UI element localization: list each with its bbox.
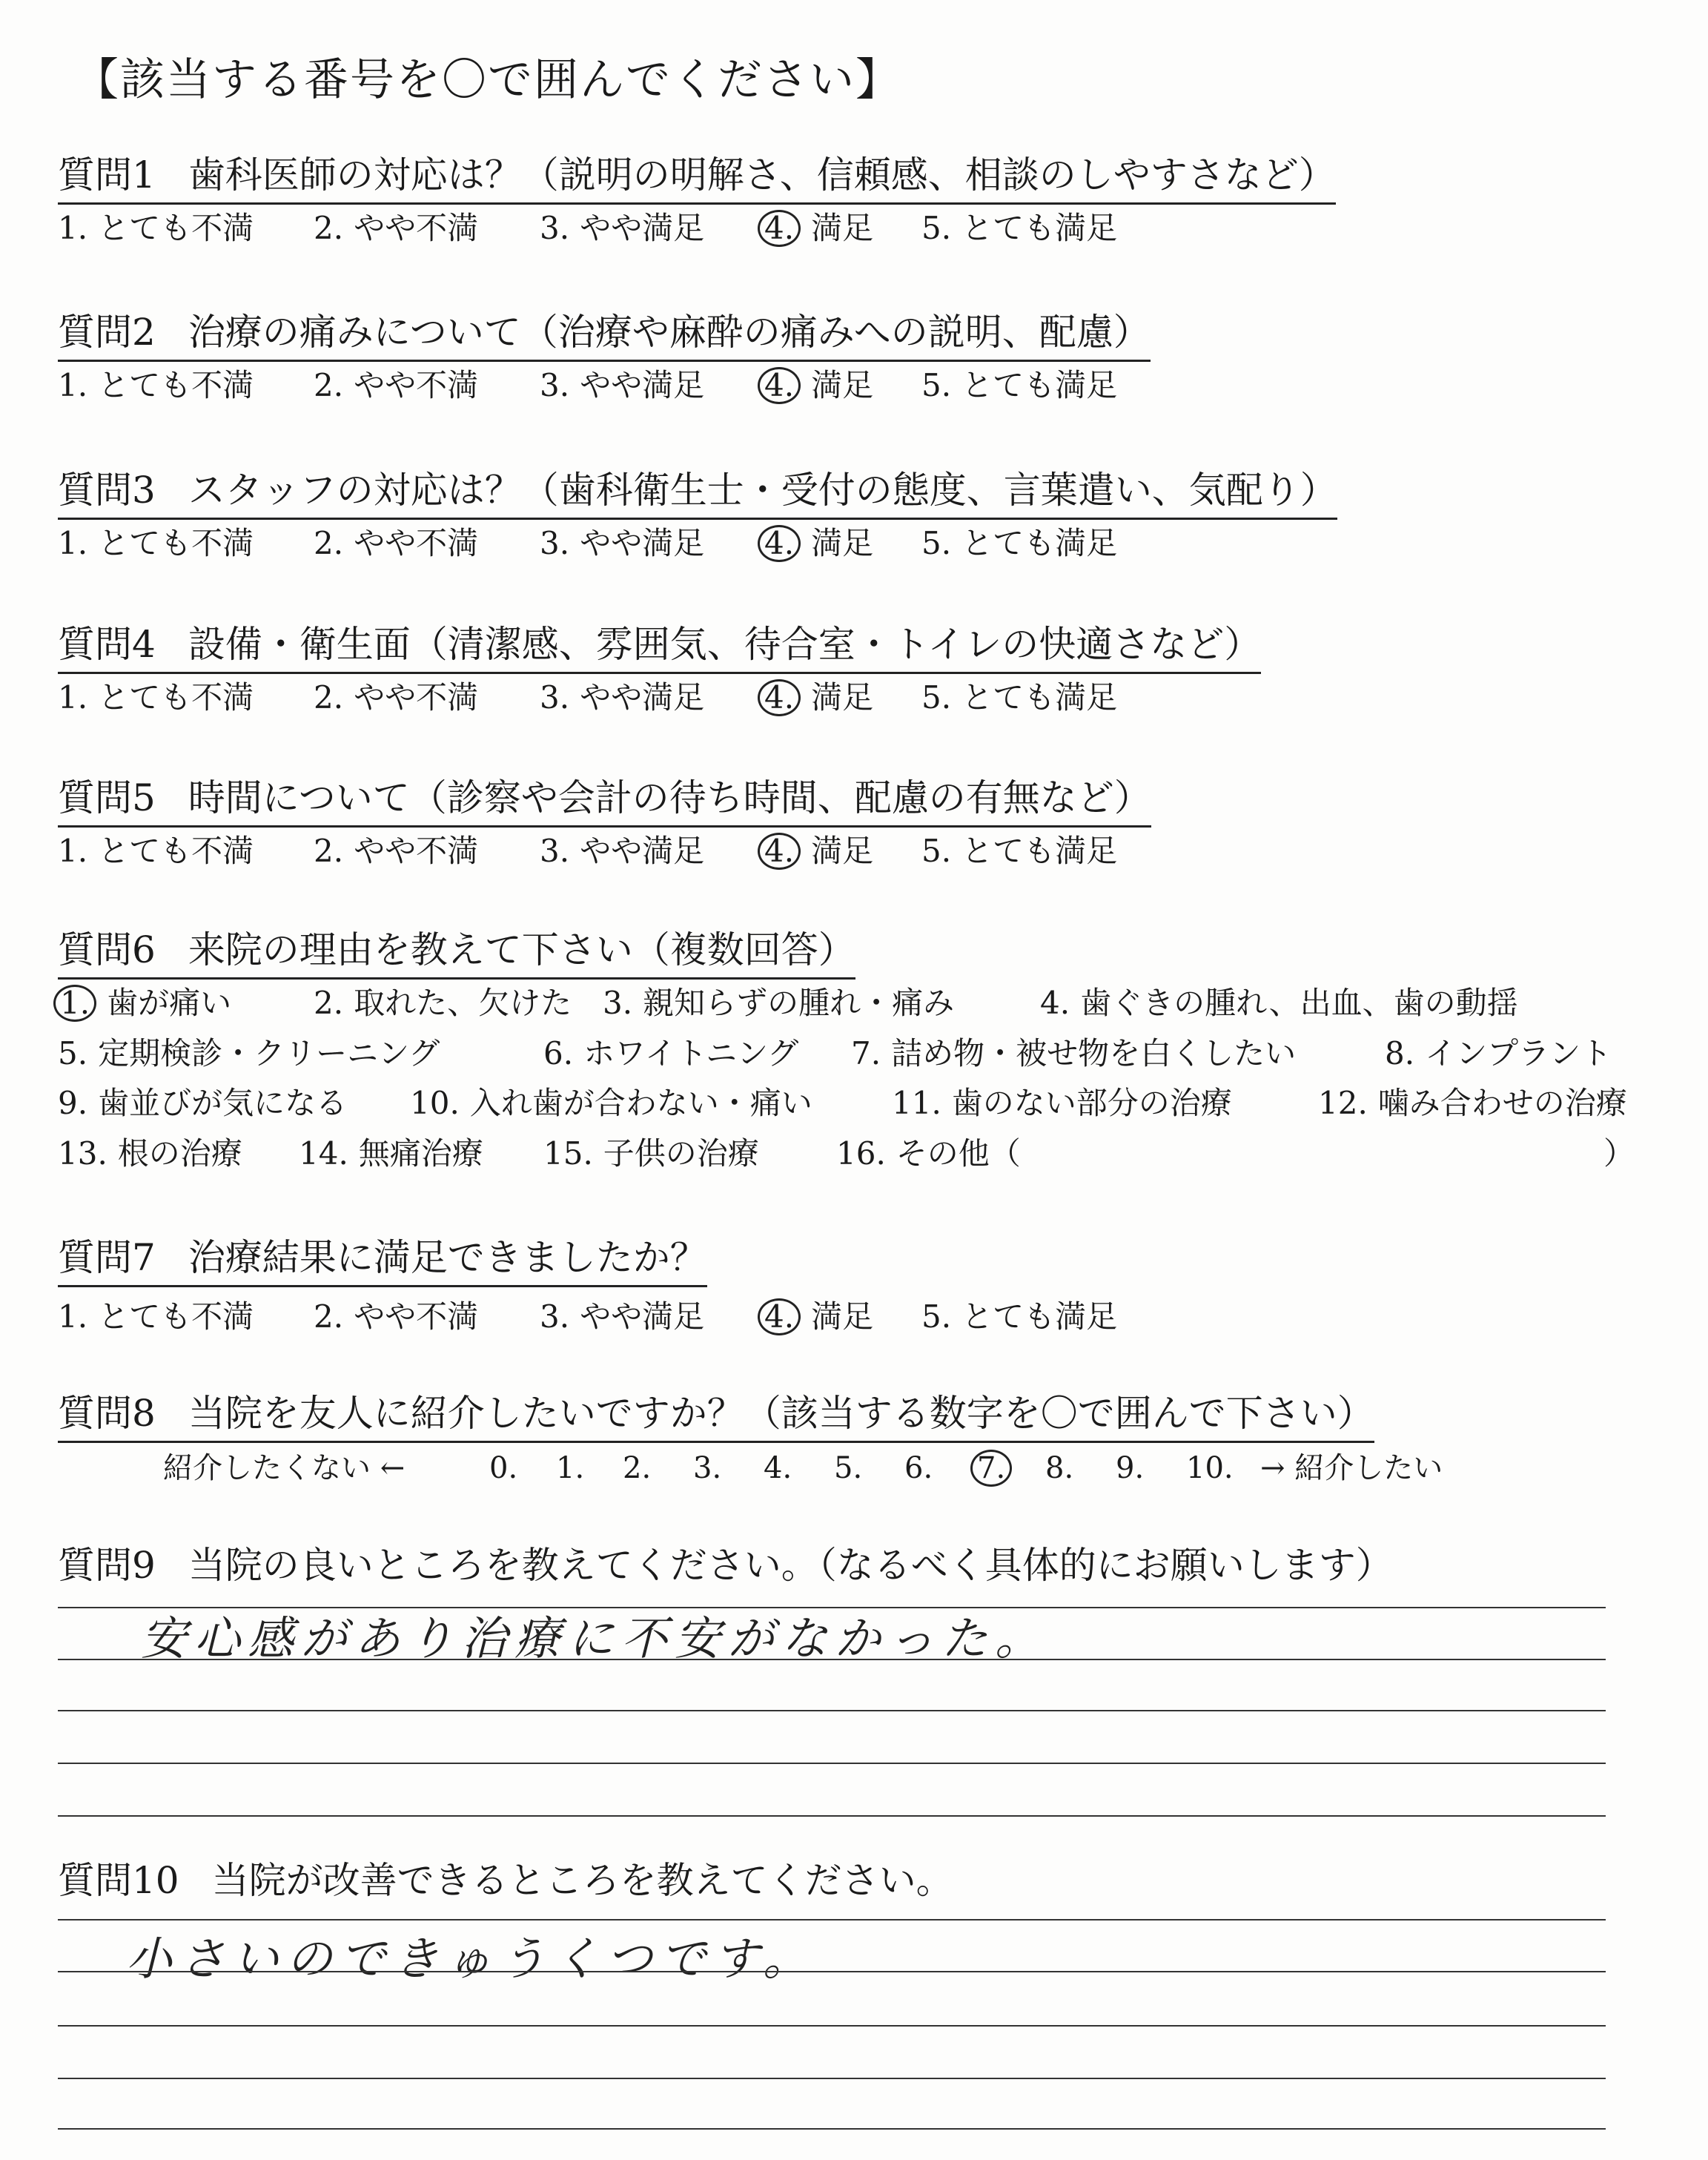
option-number: 5. <box>921 525 952 561</box>
option-label: 満足 <box>811 679 874 716</box>
question-1-option-5[interactable] <box>921 208 1117 249</box>
option-label: 親知らずの腫れ・痛み <box>643 985 955 1021</box>
question-4-option-1[interactable] <box>58 677 254 719</box>
option-number: 1. <box>58 525 88 561</box>
question-6-number: 質問6 <box>58 928 156 971</box>
question-8-text: 当院を友人に紹介したいですか？（該当する数字を〇で囲んで下さい） <box>188 1392 1374 1435</box>
option-label: 満足 <box>811 1298 874 1335</box>
option-number: 11. <box>892 1085 941 1121</box>
answer-line <box>58 1971 1606 1972</box>
option-number: 3. <box>540 1298 570 1335</box>
option-number: 4. <box>758 525 801 562</box>
reason-option-2[interactable] <box>314 982 572 1024</box>
question-3-option-1[interactable] <box>58 523 254 564</box>
reason-other-close <box>1603 1133 1635 1175</box>
question-4-title <box>58 621 1261 674</box>
option-number: 16. <box>836 1135 886 1172</box>
recommend-number-label: 7. <box>970 1450 1012 1487</box>
question-2-option-3[interactable] <box>540 365 704 406</box>
option-label: とても満足 <box>961 367 1118 403</box>
option-number: 5. <box>58 1035 88 1071</box>
option-label: とても満足 <box>961 679 1118 716</box>
question-7-text: 治療結果に満足できましたか？ <box>188 1236 707 1279</box>
question-5-text: 時間について（診察や会計の待ち時間、配慮の有無など） <box>188 776 1151 819</box>
option-number: 2. <box>314 525 344 561</box>
option-number: 5. <box>921 367 952 403</box>
recommend-number-label: 1. <box>556 1451 585 1485</box>
option-number: 5. <box>921 1298 952 1335</box>
option-label: やや不満 <box>354 210 479 246</box>
recommend-number-label: 9. <box>1116 1451 1145 1485</box>
recommend-number-label: 8. <box>1045 1451 1074 1485</box>
option-number: 10. <box>410 1085 460 1121</box>
recommend-number-label: 10. <box>1186 1451 1234 1485</box>
reason-option-8[interactable] <box>1385 1033 1612 1074</box>
question-9-title <box>58 1542 1393 1588</box>
question-4-option-3[interactable] <box>540 677 704 719</box>
option-number: 2. <box>314 985 344 1021</box>
question-10-answer[interactable]: 小さいのできゅうくつです。 <box>126 1932 817 1986</box>
question-2-number: 質問2 <box>58 311 156 354</box>
recommend-number-label: 4. <box>764 1451 792 1485</box>
option-label: やや不満 <box>354 679 479 716</box>
option-label: とても満足 <box>961 525 1118 561</box>
answer-line <box>58 1710 1606 1711</box>
answer-line <box>58 1919 1606 1920</box>
option-label: ） <box>1603 1135 1635 1172</box>
option-label: やや満足 <box>580 833 705 869</box>
option-number: 14. <box>299 1135 348 1172</box>
option-label: とても不満 <box>98 833 254 869</box>
question-3-title <box>58 467 1337 520</box>
option-number: 2. <box>314 210 344 246</box>
option-label: 歯が痛い <box>107 985 232 1021</box>
question-3-option-5[interactable] <box>921 523 1117 564</box>
question-5-number: 質問5 <box>58 776 156 819</box>
option-number: 4. <box>758 367 801 404</box>
recommend-number-1[interactable] <box>556 1447 595 1489</box>
option-label: やや不満 <box>354 833 479 869</box>
option-label: 取れた、欠けた <box>354 985 572 1021</box>
option-number: 5. <box>921 833 952 869</box>
answer-line <box>58 2128 1606 2130</box>
answer-line <box>58 1815 1606 1817</box>
option-label: ホワイトニング <box>583 1035 799 1071</box>
option-number: 3. <box>540 525 570 561</box>
question-2-option-1[interactable] <box>58 365 254 406</box>
option-number: 2. <box>314 367 344 403</box>
option-label: 歯並びが気になる <box>98 1085 348 1121</box>
question-4-text: 設備・衛生面（清潔感、雰囲気、待合室・トイレの快適さなど） <box>188 623 1262 666</box>
question-7-option-3[interactable] <box>540 1296 704 1338</box>
option-label: 満足 <box>811 367 874 403</box>
reason-option-9[interactable] <box>58 1083 347 1124</box>
option-number: 7. <box>851 1035 881 1071</box>
question-5-option-5[interactable] <box>921 830 1117 872</box>
question-2-option-5[interactable] <box>921 365 1117 406</box>
recommend-number-10[interactable] <box>1186 1447 1244 1489</box>
question-3-text: スタッフの対応は？（歯科衛生士・受付の態度、言葉遣い、気配り） <box>188 469 1337 512</box>
option-label: その他（ <box>896 1135 1021 1172</box>
option-number: 4. <box>758 833 801 870</box>
option-label: やや不満 <box>354 525 479 561</box>
option-number: 2. <box>314 1298 344 1335</box>
option-label: 歯のない部分の治療 <box>951 1085 1232 1121</box>
question-9-number: 質問9 <box>58 1544 156 1587</box>
question-5-option-4[interactable] <box>762 830 873 872</box>
reason-option-6[interactable] <box>543 1033 798 1074</box>
question-1-option-2[interactable] <box>314 208 478 249</box>
option-label: 無痛治療 <box>358 1135 483 1172</box>
question-7-option-1[interactable] <box>58 1296 254 1338</box>
recommend-right-label: → 紹介したい <box>1260 1451 1443 1485</box>
question-5-option-3[interactable] <box>540 830 704 872</box>
reason-option-11[interactable] <box>892 1083 1232 1124</box>
option-number: 2. <box>314 833 344 869</box>
question-6-text: 来院の理由を教えて下さい（複数回答） <box>188 928 855 971</box>
option-label: とても不満 <box>98 525 254 561</box>
question-6-title <box>58 927 855 980</box>
option-number: 4. <box>758 1298 801 1335</box>
option-label: とても不満 <box>98 210 254 246</box>
answer-line <box>58 1659 1606 1660</box>
option-number: 5. <box>921 210 952 246</box>
option-number: 2. <box>314 679 344 716</box>
recommend-number-label: 6. <box>904 1451 933 1485</box>
question-2-title <box>58 309 1151 362</box>
question-1-text: 歯科医師の対応は？（説明の明解さ、信頼感、相談のしやすさなど） <box>188 153 1336 196</box>
recommend-number-4[interactable] <box>764 1447 802 1489</box>
question-10-text: 当院が改善できるところを教えてください。 <box>211 1859 953 1902</box>
reason-option-15[interactable] <box>543 1133 759 1175</box>
option-label: とても満足 <box>961 833 1118 869</box>
option-label: やや満足 <box>580 525 705 561</box>
option-label: 歯ぐきの腫れ、出血、歯の動揺 <box>1080 985 1518 1021</box>
option-number: 12. <box>1318 1085 1368 1121</box>
question-1-option-3[interactable] <box>540 208 704 249</box>
recommend-number-8[interactable] <box>1045 1447 1084 1489</box>
question-1-number: 質問1 <box>58 153 156 196</box>
option-number: 4. <box>1040 985 1070 1021</box>
reason-option-12[interactable] <box>1318 1083 1627 1124</box>
question-3-option-3[interactable] <box>540 523 704 564</box>
option-number: 1. <box>58 367 88 403</box>
reason-option-3[interactable] <box>603 982 954 1024</box>
question-10-number: 質問10 <box>58 1859 179 1902</box>
question-10-title <box>58 1857 953 1903</box>
question-7-option-5[interactable] <box>921 1296 1117 1338</box>
question-5-option-1[interactable] <box>58 830 254 872</box>
reason-option-1[interactable] <box>58 982 231 1024</box>
option-label: 満足 <box>811 210 874 246</box>
question-5-option-2[interactable] <box>314 830 478 872</box>
option-label: やや満足 <box>580 367 705 403</box>
option-number: 1. <box>58 833 88 869</box>
option-number: 6. <box>543 1035 574 1071</box>
option-label: やや満足 <box>580 210 705 246</box>
option-number: 3. <box>540 367 570 403</box>
recommend-number-label: 3. <box>693 1451 722 1485</box>
question-4-option-2[interactable] <box>314 677 478 719</box>
option-label: 満足 <box>811 833 874 869</box>
recommend-number-5[interactable] <box>834 1447 873 1489</box>
option-label: やや不満 <box>354 1298 479 1335</box>
option-number: 1. <box>53 985 96 1022</box>
option-label: やや満足 <box>580 679 705 716</box>
reason-option-10[interactable] <box>410 1083 812 1124</box>
recommend-left-label: 紹介したくない ← <box>163 1451 406 1485</box>
reason-option-14[interactable] <box>299 1133 483 1175</box>
option-label: 入れ歯が合わない・痛い <box>469 1085 812 1121</box>
reason-option-5[interactable] <box>58 1033 440 1074</box>
question-3-number: 質問3 <box>58 469 156 512</box>
question-7-title <box>58 1235 707 1287</box>
option-label: 子供の治療 <box>603 1135 759 1172</box>
question-2-option-4[interactable] <box>762 365 873 406</box>
option-number: 8. <box>1385 1035 1415 1071</box>
option-label: とても不満 <box>98 1298 254 1335</box>
reason-option-4[interactable] <box>1040 982 1518 1024</box>
option-label: 詰め物・被せ物を白くしたい <box>891 1035 1297 1071</box>
option-label: とても満足 <box>961 210 1118 246</box>
recommend-number-0[interactable] <box>489 1447 528 1489</box>
option-number: 13. <box>58 1135 107 1172</box>
option-number: 3. <box>540 679 570 716</box>
question-4-option-4[interactable] <box>762 677 873 719</box>
question-1-title <box>58 152 1336 205</box>
question-7-option-4[interactable] <box>762 1296 873 1338</box>
option-number: 4. <box>758 210 801 247</box>
option-label: 根の治療 <box>117 1135 242 1172</box>
question-9-text: 当院の良いところを教えてください。（なるべく具体的にお願いします） <box>188 1544 1393 1587</box>
option-label: インプラント <box>1425 1035 1612 1071</box>
option-number: 3. <box>603 985 633 1021</box>
question-9-answer[interactable]: 安心感があり治療に不安がなかった。 <box>141 1611 1049 1665</box>
option-number: 3. <box>540 833 570 869</box>
question-1-option-4[interactable] <box>762 208 873 249</box>
question-8-title <box>58 1390 1374 1443</box>
question-4-number: 質問4 <box>58 623 156 666</box>
option-label: とても不満 <box>98 679 254 716</box>
question-7-number: 質問7 <box>58 1236 156 1279</box>
question-3-option-4[interactable] <box>762 523 873 564</box>
recommend-number-label: 2. <box>623 1451 652 1485</box>
question-5-title <box>58 775 1151 828</box>
option-label: 定期検診・クリーニング <box>98 1035 440 1071</box>
answer-line <box>58 2025 1606 2027</box>
recommend-number-label: 5. <box>834 1451 863 1485</box>
answer-line <box>58 1763 1606 1764</box>
option-number: 15. <box>543 1135 593 1172</box>
option-number: 1. <box>58 679 88 716</box>
option-number: 5. <box>921 679 952 716</box>
recommend-number-2[interactable] <box>623 1447 661 1489</box>
option-number: 4. <box>758 679 801 716</box>
answer-line <box>58 2078 1606 2079</box>
recommend-number-3[interactable] <box>693 1447 732 1489</box>
option-label: 噛み合わせの治療 <box>1377 1085 1627 1121</box>
recommend-number-label: 0. <box>489 1451 518 1485</box>
recommend-number-7[interactable] <box>975 1447 1022 1489</box>
question-1-option-1[interactable] <box>58 208 254 249</box>
question-2-text: 治療の痛みについて（治療や麻酔の痛みへの説明、配慮） <box>188 311 1151 354</box>
question-7-option-2[interactable] <box>314 1296 478 1338</box>
option-label: やや不満 <box>354 367 479 403</box>
reason-option-16[interactable] <box>836 1133 1021 1175</box>
option-number: 1. <box>58 210 88 246</box>
option-number: 9. <box>58 1085 88 1121</box>
option-label: 満足 <box>811 525 874 561</box>
question-8-number: 質問8 <box>58 1392 156 1435</box>
option-label: やや満足 <box>580 1298 705 1335</box>
question-3-option-2[interactable] <box>314 523 478 564</box>
reason-option-7[interactable] <box>851 1033 1296 1074</box>
recommend-number-6[interactable] <box>904 1447 943 1489</box>
reason-option-13[interactable] <box>58 1133 242 1175</box>
question-4-option-5[interactable] <box>921 677 1117 719</box>
option-number: 1. <box>58 1298 88 1335</box>
option-label: とても満足 <box>961 1298 1118 1335</box>
question-2-option-2[interactable] <box>314 365 478 406</box>
page-heading: 【該当する番号を〇で囲んでください】 <box>74 54 901 106</box>
option-label: とても不満 <box>98 367 254 403</box>
recommend-number-9[interactable] <box>1116 1447 1154 1489</box>
option-number: 3. <box>540 210 570 246</box>
